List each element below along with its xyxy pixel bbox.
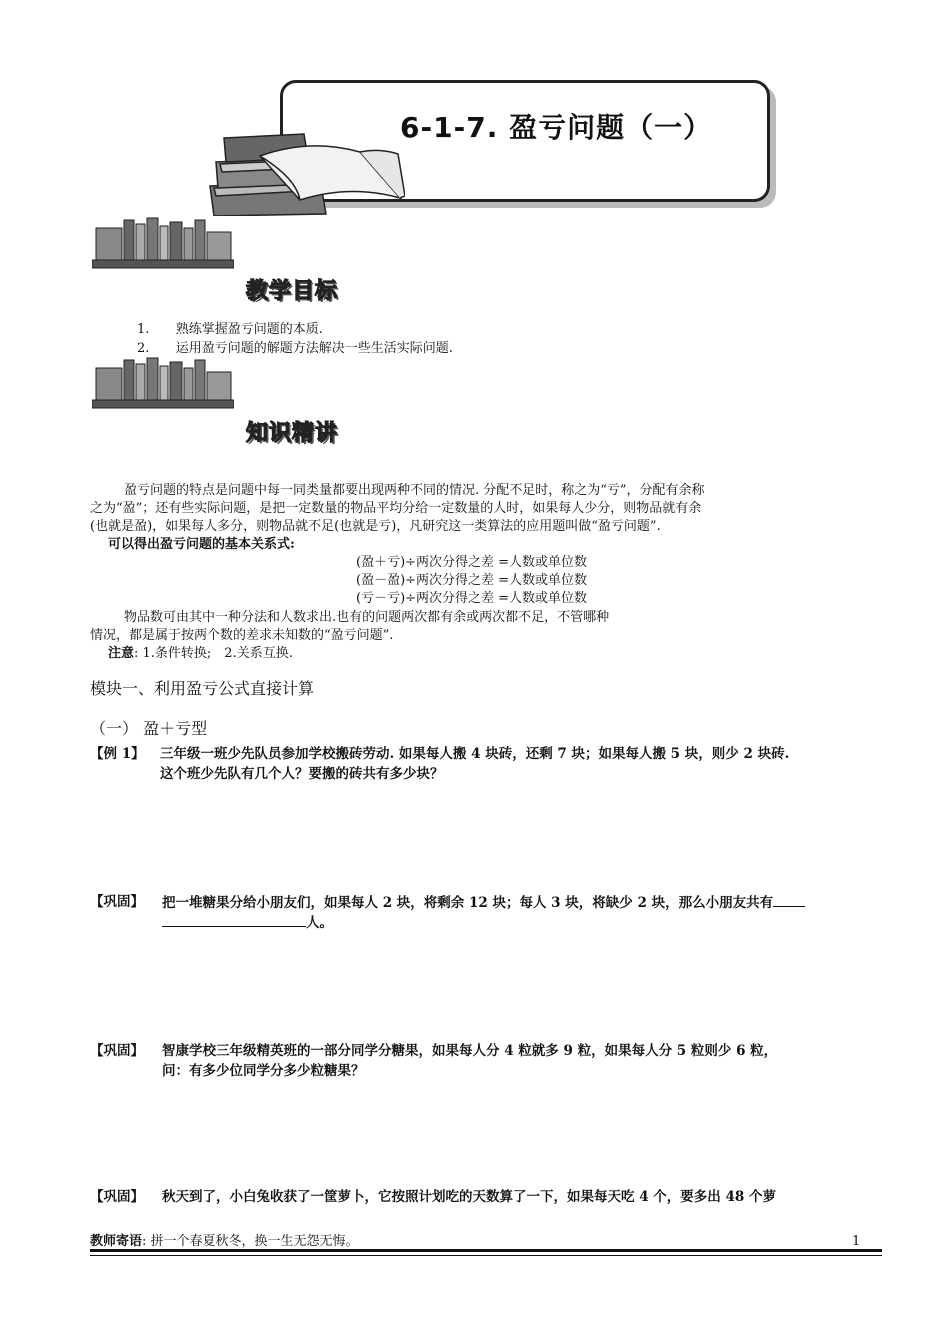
question-tag: 【例 1】 [90, 746, 145, 762]
answer-blank[interactable] [162, 912, 306, 927]
goal-number: 2. [137, 341, 150, 356]
formula-line: (亏－亏)÷两次分得之差 =人数或单位数 [356, 591, 588, 606]
footer-text: : 拼一个春夏秋冬，换一生无怨无悔。 [142, 1234, 359, 1249]
goal-item [137, 318, 323, 337]
goal-text: 熟练掌握盈亏问题的本质. [175, 322, 323, 337]
question-tag: 【巩固】 [90, 1043, 144, 1059]
intro-line: 之为“盈”；还有些实际问题，是把一定数量的物品平均分给一定数量的人时，如果每人少分，则物品就有余 [90, 501, 702, 516]
note-line [108, 644, 293, 663]
intro-line: 物品数可由其中一种分法和人数求出.也有的问题两次都有余或两次都不足，不管哪种 [124, 610, 610, 625]
goal-text: 运用盈亏问题的解题方法解决一些生活实际问题. [175, 341, 453, 356]
intro-line: 情况，都是属于按两个数的差求未知数的“盈亏问题”. [90, 628, 394, 643]
knowledge-section-title: 知识精讲 [246, 421, 339, 446]
question-text-part: 把一堆糖果分给小朋友们，如果每人 2 块，将剩余 12 块；每人 3 块，将缺少 2 块，那么小朋友共有 [162, 895, 774, 911]
goal-number: 1. [137, 322, 150, 337]
books-illustration [200, 128, 405, 216]
intro-line: (也就是盈)，如果每人多分，则物品就不足(也就是亏)，凡研究这一类算法的应用题叫做“盈亏问题”. [90, 519, 661, 534]
footer-label: 教师寄语 [90, 1234, 143, 1249]
intro-line: 盈亏问题的特点是问题中每一同类量都要出现两种不同的情况. 分配不足时，称之为“亏”，分配有余称 [124, 483, 705, 498]
footer-divider [90, 1255, 882, 1256]
module-subtitle: （一） 盈＋亏型 [90, 719, 208, 738]
question-text: 智康学校三年级精英班的一部分同学分糖果，如果每人分 4 粒就多 9 粒，如果每人分 5 粒则少 6 粒， [162, 1043, 778, 1059]
question-text [162, 912, 333, 933]
goals-section-title: 教学目标 [246, 279, 339, 304]
bookshelf-icon [92, 354, 234, 414]
answer-blank[interactable] [773, 892, 805, 907]
relation-label: 可以得出盈亏问题的基本关系式: [108, 537, 295, 552]
question-text: 秋天到了，小白兔收获了一筐萝卜，它按照计划吃的天数算了一下，如果每天吃 4 个，要多出 48 个萝 [162, 1189, 776, 1205]
question-text: 三年级一班少先队员参加学校搬砖劳动. 如果每人搬 4 块砖，还剩 7 块；如果每人搬 5 块，则少 2 块砖. [160, 746, 790, 762]
question-text [162, 892, 805, 913]
note-label: 注意 [108, 646, 135, 661]
question-tag: 【巩固】 [90, 894, 144, 910]
question-text: 这个班少先队有几个人？要搬的砖共有多少块？ [160, 766, 444, 782]
page-title: 6-1-7. 盈亏问题（一） [400, 111, 713, 144]
note-text: : 1.条件转换; 2.关系互换. [134, 646, 293, 661]
footer-divider [90, 1249, 882, 1252]
module-title: 模块一、利用盈亏公式直接计算 [90, 679, 315, 698]
question-tag: 【巩固】 [90, 1189, 144, 1205]
formula-line: (盈－盈)÷两次分得之差 =人数或单位数 [356, 573, 588, 588]
formula-line: (盈＋亏)÷两次分得之差 =人数或单位数 [356, 555, 588, 570]
question-text-part: 人。 [306, 915, 333, 931]
bookshelf-icon [92, 214, 234, 274]
page-number: 1 [852, 1234, 861, 1249]
question-text: 问：有多少位同学分多少粒糖果？ [162, 1063, 365, 1079]
